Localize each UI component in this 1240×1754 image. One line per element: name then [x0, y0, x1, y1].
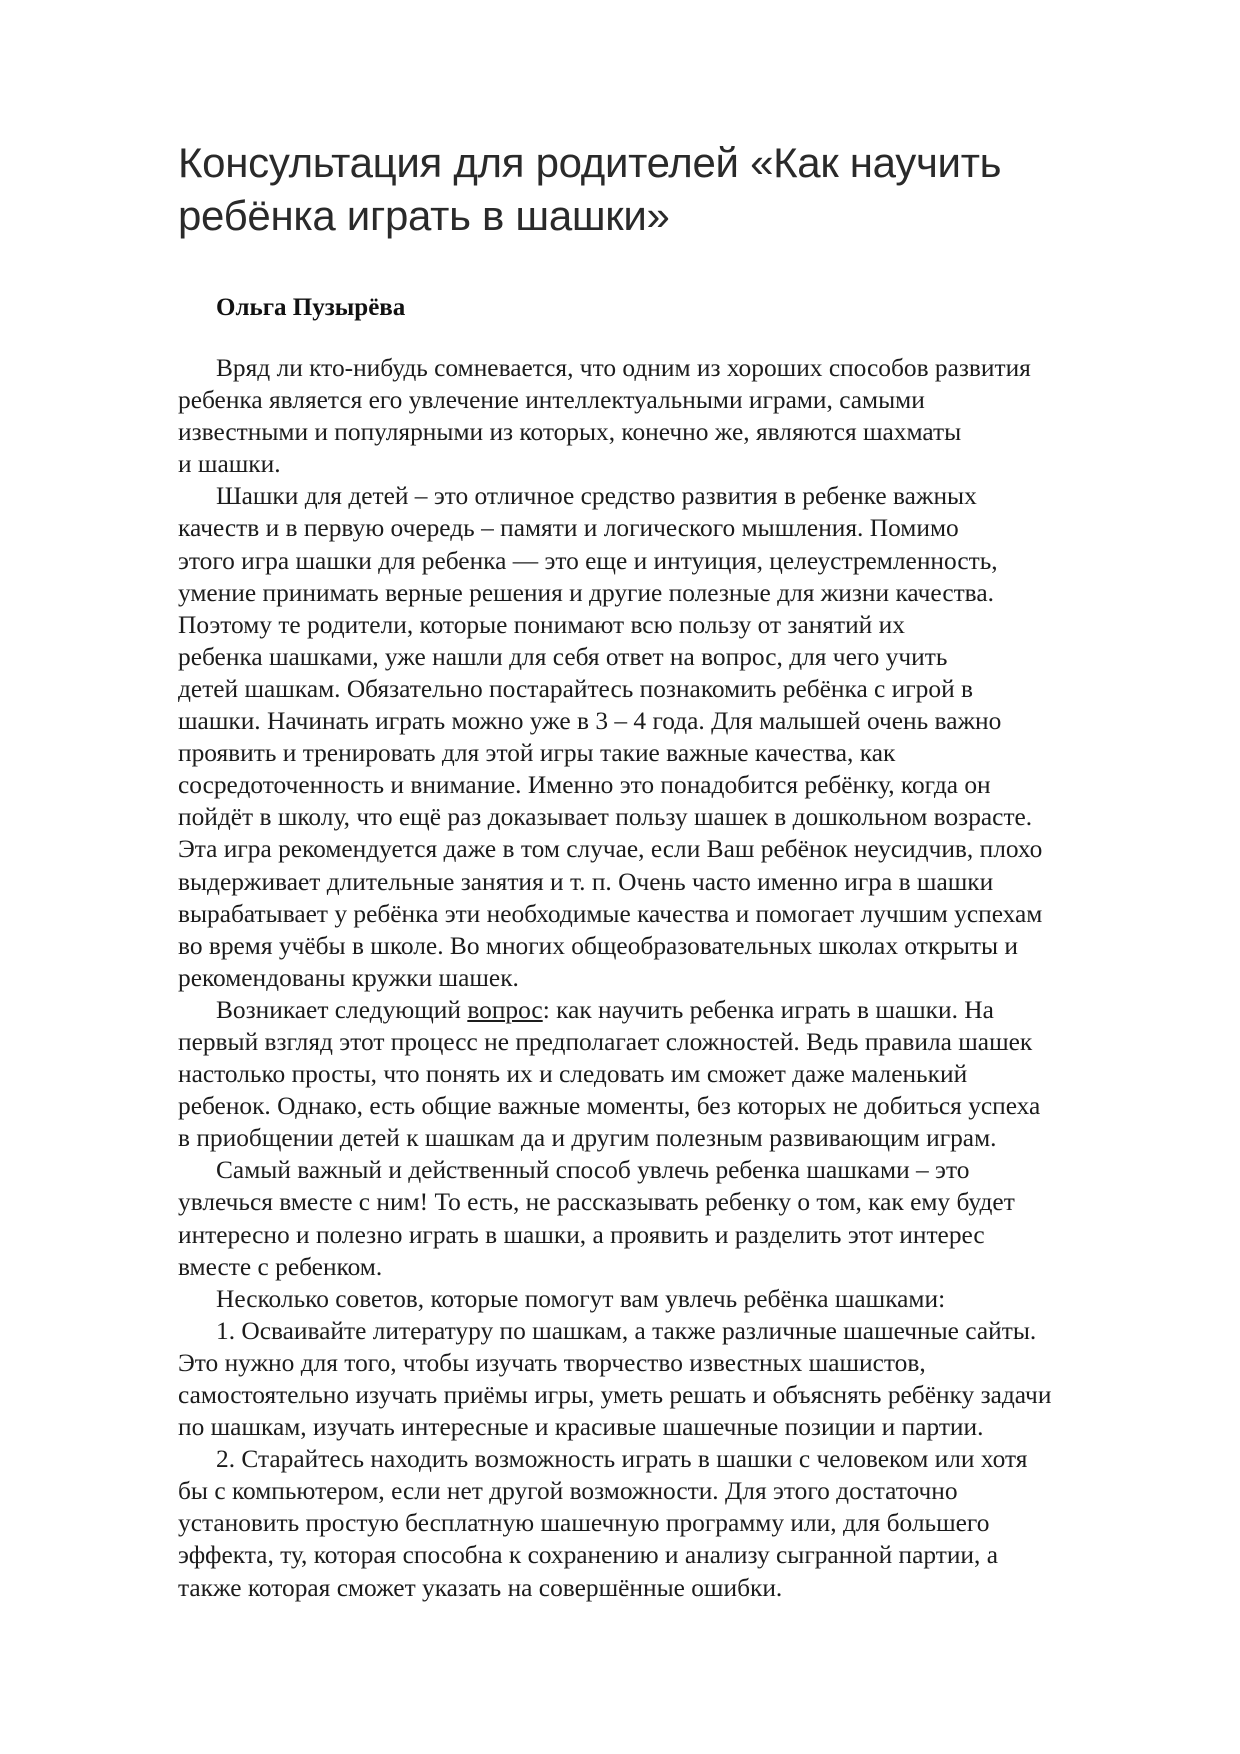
text-line: самостоятельно изучать приёмы игры, уметь решать и объяснять ребёнку задачи [178, 1381, 1052, 1409]
text-line: ребенка является его увлечение интеллектуальными играми, самыми [178, 386, 925, 415]
text-line: пойдёт в школу, что ещё раз доказывает пользу шашек в дошкольном возрасте. [178, 803, 1033, 832]
text-fragment: Возникает следующий [216, 995, 468, 1024]
text-line: первый взгляд этот процесс не предполагает сложностей. Ведь правила шашек [178, 1027, 1033, 1056]
question-link[interactable]: вопрос [467, 995, 543, 1024]
paragraph-tips-intro [178, 1283, 1168, 1315]
text-line: Вряд ли кто-нибудь сомневается, что одним из хороших способов развития [216, 354, 1031, 382]
text-line: шашки. Начинать играть можно уже в 3 – 4 года. Для малышей очень важно [178, 707, 1002, 736]
text-line: ребенка шашками, уже нашли для себя ответ на вопрос, для чего учить [178, 642, 948, 671]
text-line: Это нужно для того, чтобы изучать творчество известных шашистов, [178, 1348, 926, 1377]
paragraph-engage [178, 1154, 1168, 1282]
text-line: рекомендованы кружки шашек. [178, 963, 519, 992]
title-line-1: Консультация для родителей «Как научить [178, 139, 1002, 186]
paragraph-tip-1 [178, 1315, 1168, 1443]
text-line: интересно и полезно играть в шашки, а проявить и разделить этот интерес [178, 1220, 985, 1249]
text-line: увлечься вместе с ним! То есть, не рассказывать ребенку о том, как ему будет [178, 1188, 1015, 1217]
paragraph-intro [178, 352, 1168, 480]
text-line: вырабатывает у ребёнка эти необходимые качества и помогает лучшим успехам [178, 899, 1043, 928]
article-body [178, 352, 1168, 1604]
paragraph-tip-2 [178, 1443, 1168, 1603]
text-line: установить простую бесплатную шашечную программу или, для большего [178, 1509, 990, 1538]
text-line: качеств и в первую очередь – памяти и логического мышления. Помимо [178, 514, 959, 543]
paragraph-question [178, 994, 1168, 1154]
text-line [178, 994, 1168, 1026]
page-title [178, 136, 1138, 242]
text-line: проявить и тренировать для этой игры такие важные качества, как [178, 739, 896, 768]
text-line: эффекта, ту, которая способна к сохранению и анализу сыгранной партии, а [178, 1541, 998, 1570]
text-line: этого игра шашки для ребенка — это еще и интуиция, целеустремленность, [178, 546, 998, 575]
author-name: Ольга Пузырёва [216, 294, 406, 321]
text-line: в приобщении детей к шашкам да и другим полезным развивающим играм. [178, 1124, 997, 1153]
text-line: ребенок. Однако, есть общие важные моменты, без которых не добиться успеха [178, 1092, 1041, 1121]
text-line: известными и популярными из которых, конечно же, являются шахматы [178, 418, 962, 447]
text-line: во время учёбы в школе. Во многих общеобразовательных школах открыты и [178, 931, 1019, 960]
text-line: Шашки для детей – это отличное средство развития в ребенке важных [216, 482, 977, 511]
text-line: детей шашкам. Обязательно постарайтесь познакомить ребёнка с игрой в [178, 674, 973, 703]
text-fragment: : как научить ребенка играть в шашки. На [542, 995, 994, 1024]
text-line: сосредоточенность и внимание. Именно это понадобится ребёнку, когда он [178, 771, 991, 800]
title-line-2: ребёнка играть в шашки» [178, 192, 670, 239]
text-line: бы с компьютером, если нет другой возможности. Для этого достаточно [178, 1477, 958, 1506]
text-line: Поэтому те родители, которые понимают всю пользу от занятий их [178, 610, 905, 639]
text-line: 2. Старайтесь находить возможность играть в шашки с человеком или хотя [216, 1445, 1028, 1474]
text-line: 1. Осваивайте литературу по шашкам, а также различные шашечные сайты. [216, 1316, 1037, 1345]
text-line: по шашкам, изучать интересные и красивые шашечные позиции и партии. [178, 1413, 984, 1442]
text-line: Несколько советов, которые помогут вам увлечь ребёнка шашками: [216, 1284, 946, 1313]
text-line: Эта игра рекомендуется даже в том случае, если Ваш ребёнок неусидчив, плохо [178, 835, 1043, 864]
text-line: умение принимать верные решения и другие полезные для жизни качества. [178, 578, 994, 607]
text-line: выдерживает длительные занятия и т. п. Очень часто именно игра в шашки [178, 867, 994, 896]
text-line: и шашки. [178, 450, 281, 479]
text-line: Самый важный и действенный способ увлечь ребенка шашками – это [216, 1156, 970, 1185]
text-line: также которая сможет указать на совершённые ошибки. [178, 1573, 783, 1602]
text-line: вместе с ребенком. [178, 1252, 383, 1281]
paragraph-benefits [178, 480, 1168, 994]
text-line: настолько просты, что понять их и следовать им сможет даже маленький [178, 1060, 968, 1089]
